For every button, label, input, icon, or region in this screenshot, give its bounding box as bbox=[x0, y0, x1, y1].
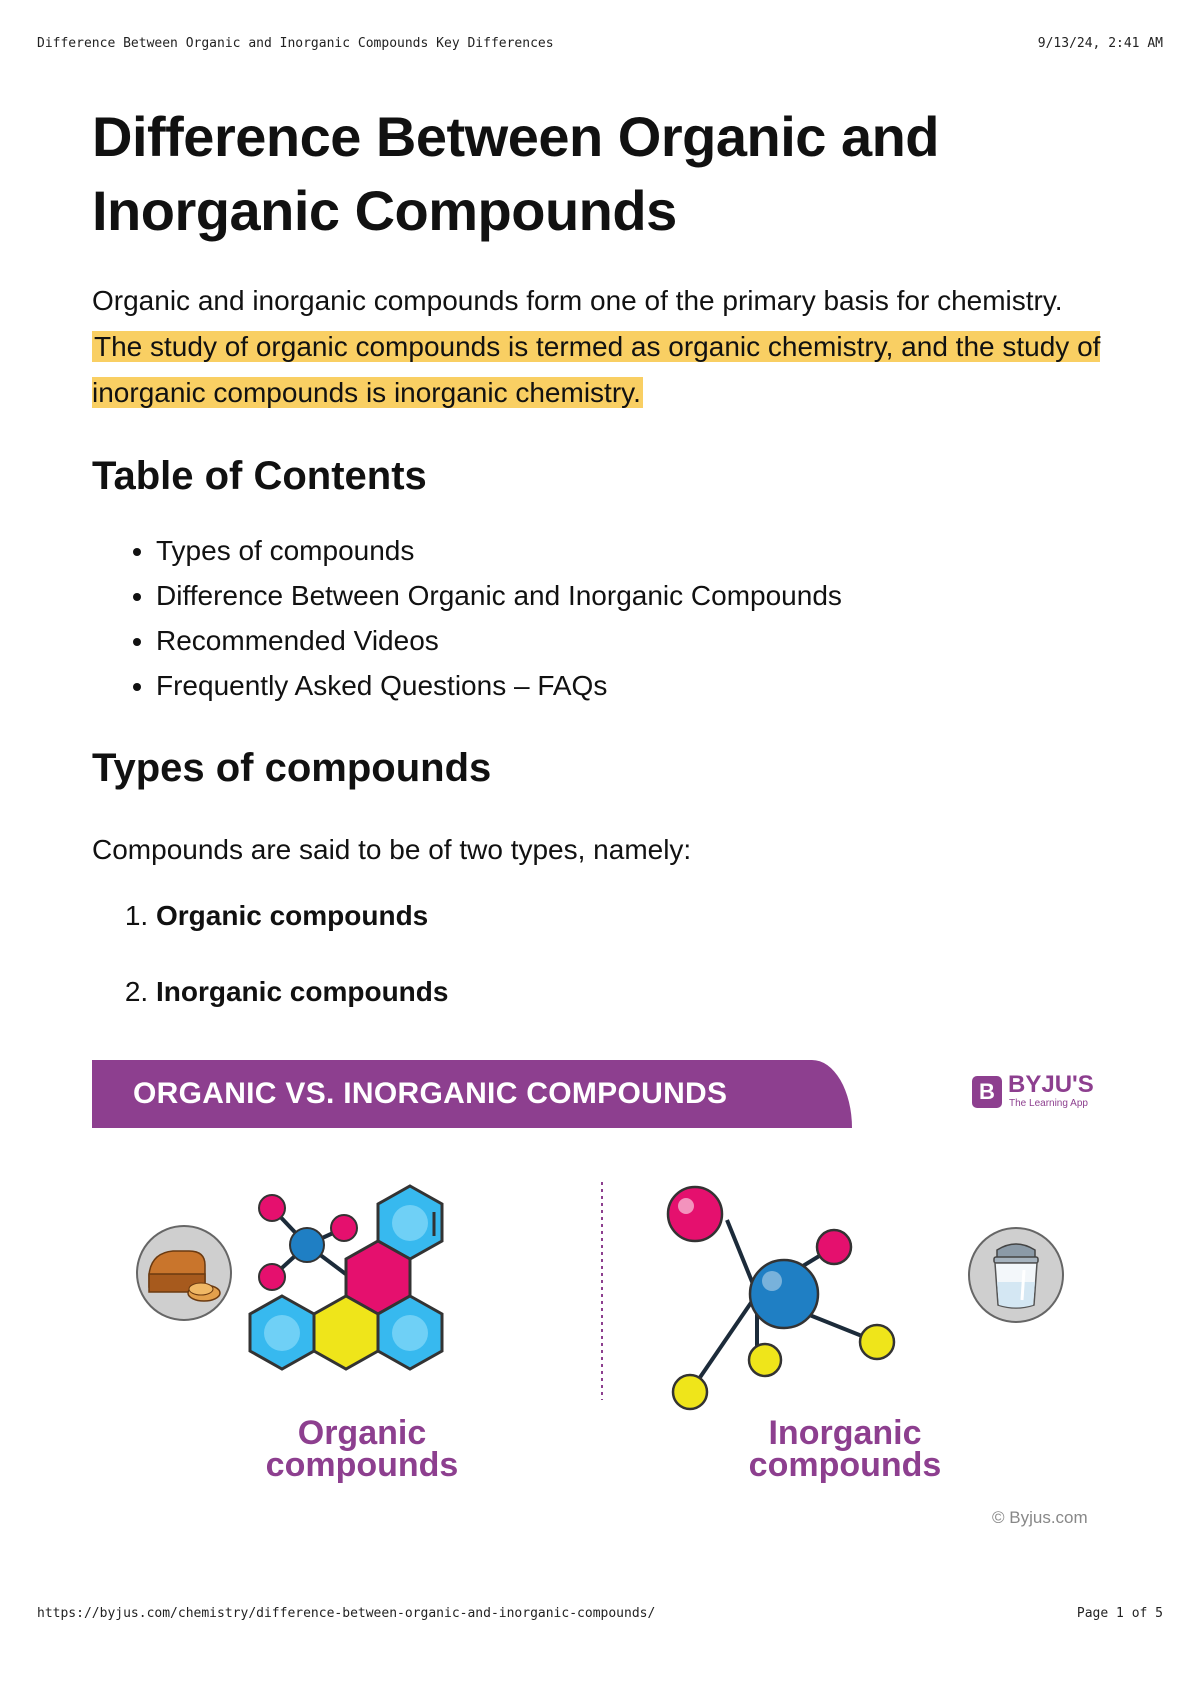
byjus-logo-mark: B bbox=[972, 1076, 1002, 1108]
toc-link-videos[interactable]: Recommended Videos bbox=[156, 625, 439, 656]
print-header-datetime: 9/13/24, 2:41 AM bbox=[1037, 36, 1163, 51]
print-header-title: Difference Between Organic and Inorganic Compounds Key Differences bbox=[37, 36, 554, 51]
inorganic-caption-line1: Inorganic bbox=[768, 1414, 922, 1452]
byjus-logo-tagline: The Learning App bbox=[1009, 1098, 1088, 1109]
article bbox=[92, 100, 1108, 1048]
copyright-notice: © Byjus.com bbox=[992, 1508, 1088, 1527]
toc-item-difference[interactable] bbox=[156, 573, 1108, 618]
salt-shaker-icon bbox=[969, 1228, 1063, 1322]
table-of-contents bbox=[92, 528, 1108, 708]
byjus-logo-name: BYJU'S bbox=[1008, 1071, 1094, 1098]
organic-caption-line1: Organic bbox=[297, 1414, 427, 1452]
toc-item-types[interactable] bbox=[156, 528, 1108, 573]
toc-link-difference[interactable]: Difference Between Organic and Inorganic Compounds bbox=[156, 580, 842, 611]
organic-molecule-icon bbox=[250, 1186, 442, 1369]
intro-paragraph bbox=[92, 278, 1108, 416]
bread-icon bbox=[137, 1226, 231, 1320]
page-number: Page 1 of 5 bbox=[1076, 1606, 1163, 1621]
types-list bbox=[92, 896, 1108, 1012]
list-item bbox=[156, 972, 1108, 1012]
toc-link-types[interactable]: Types of compounds bbox=[156, 535, 415, 566]
types-item-organic: Organic compounds bbox=[156, 900, 429, 931]
toc-heading: Table of Contents bbox=[92, 454, 427, 498]
types-item-inorganic: Inorganic compounds bbox=[156, 976, 449, 1007]
organic-caption bbox=[252, 1414, 472, 1484]
intro-highlight: The study of organic compounds is termed as organic chemistry, and the study of inorganic compounds is inorganic chemistry. bbox=[92, 331, 1101, 408]
infographic-banner: ORGANIC VS. INORGANIC COMPOUNDS bbox=[92, 1060, 852, 1128]
page-title: Difference Between Organic and Inorganic Compounds bbox=[92, 105, 940, 242]
organic-vs-inorganic-infographic bbox=[92, 1060, 1108, 1530]
source-url[interactable]: https://byjus.com/chemistry/difference-between-organic-and-inorganic-compounds/ bbox=[37, 1606, 656, 1621]
inorganic-molecule-icon bbox=[668, 1187, 894, 1409]
organic-caption-line2: compounds bbox=[265, 1446, 459, 1484]
intro-text: Organic and inorganic compounds form one of the primary basis for chemistry. bbox=[92, 285, 1063, 316]
types-intro: Compounds are said to be of two types, namely: bbox=[92, 834, 692, 865]
list-item bbox=[156, 896, 1108, 936]
print-header bbox=[37, 36, 1163, 56]
toc-link-faqs[interactable]: Frequently Asked Questions – FAQs bbox=[156, 670, 608, 701]
toc-item-faqs[interactable] bbox=[156, 663, 1108, 708]
toc-item-videos[interactable] bbox=[156, 618, 1108, 663]
inorganic-caption bbox=[725, 1414, 965, 1484]
print-footer bbox=[37, 1606, 1163, 1626]
types-heading: Types of compounds bbox=[92, 746, 492, 790]
inorganic-caption-line2: compounds bbox=[748, 1446, 942, 1484]
